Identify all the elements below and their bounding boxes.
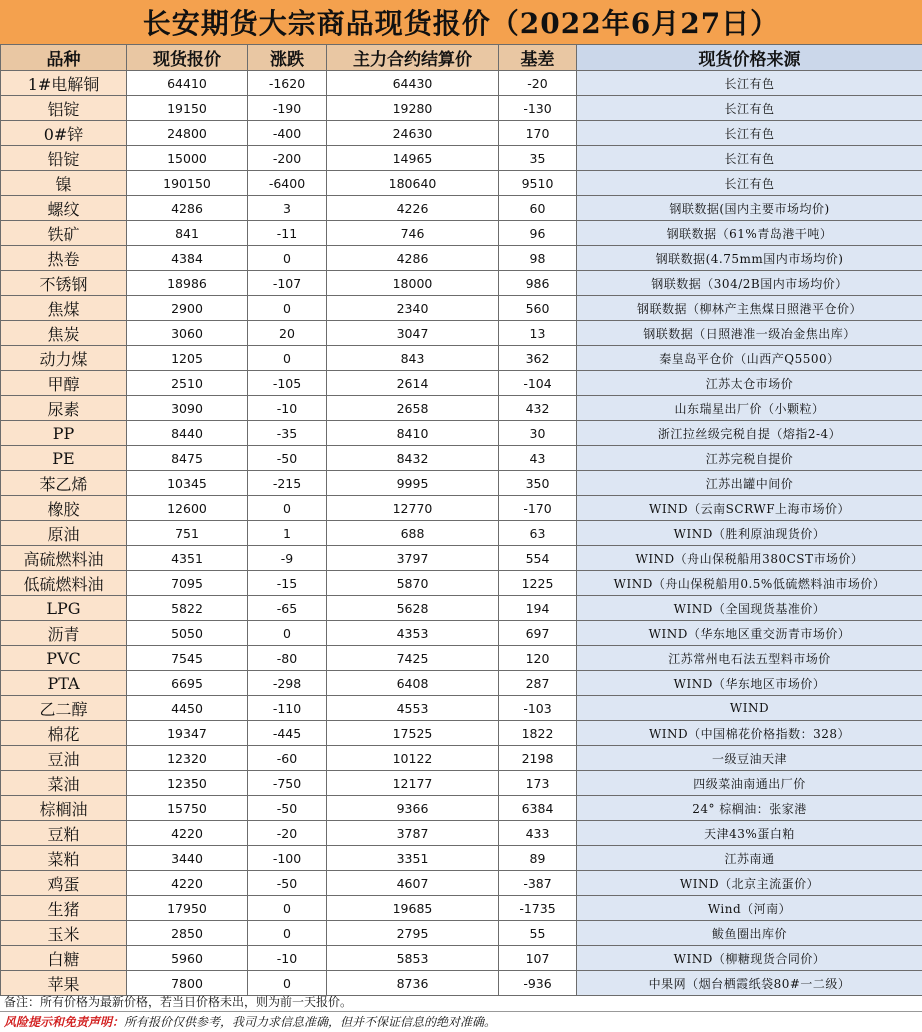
basis-cell: -387 (499, 871, 577, 896)
source-cell: 江苏完税自提价 (577, 446, 922, 471)
sheet-title: 长安期货大宗商品现货报价（2022年6月27日） (0, 0, 922, 45)
commodity-cell: 铅锭 (1, 146, 127, 171)
spot-price-cell: 64410 (127, 71, 248, 96)
footnote: 备注：所有价格为最新价格，若当日价格未出，则为前一天报价。 (0, 993, 922, 1012)
change-cell: 0 (248, 496, 327, 521)
source-cell: WIND（中国棉花价格指数：328） (577, 721, 922, 746)
commodity-cell: PVC (1, 646, 127, 671)
settlement-cell: 24630 (327, 121, 499, 146)
source-cell: 钢联数据(国内主要市场均价) (577, 196, 922, 221)
header-change: 涨跌 (248, 45, 327, 71)
spot-price-cell: 190150 (127, 171, 248, 196)
spot-price-cell: 4351 (127, 546, 248, 571)
spot-price-cell: 4450 (127, 696, 248, 721)
header-source: 现货价格来源 (577, 45, 922, 71)
commodity-cell: 菜粕 (1, 846, 127, 871)
settlement-cell: 64430 (327, 71, 499, 96)
change-cell: -60 (248, 746, 327, 771)
change-cell: -50 (248, 446, 327, 471)
settlement-cell: 2795 (327, 921, 499, 946)
source-cell: 钢联数据(4.75mm国内市场均价) (577, 246, 922, 271)
disclaimer (0, 1013, 922, 1032)
settlement-cell: 3351 (327, 846, 499, 871)
change-cell: -50 (248, 871, 327, 896)
settlement-cell: 2658 (327, 396, 499, 421)
spot-price-cell: 5822 (127, 596, 248, 621)
source-cell: 钢联数据（61%青岛港干吨） (577, 221, 922, 246)
change-cell: 0 (248, 621, 327, 646)
change-cell: 0 (248, 971, 327, 996)
source-cell: WIND（云南SCRWF上海市场价） (577, 496, 922, 521)
table-row (1, 71, 922, 96)
table-row (1, 396, 922, 421)
commodity-cell: 铁矿 (1, 221, 127, 246)
table-row (1, 621, 922, 646)
basis-cell: 98 (499, 246, 577, 271)
source-cell: 四级菜油南通出厂价 (577, 771, 922, 796)
settlement-cell: 9366 (327, 796, 499, 821)
spot-price-cell: 1205 (127, 346, 248, 371)
basis-cell: 30 (499, 421, 577, 446)
settlement-cell: 8736 (327, 971, 499, 996)
basis-cell: 6384 (499, 796, 577, 821)
spot-price-cell: 4384 (127, 246, 248, 271)
table-row (1, 546, 922, 571)
change-cell: -9 (248, 546, 327, 571)
source-cell: 中果网（烟台栖霞纸袋80#一二级） (577, 971, 922, 996)
spot-price-cell: 19347 (127, 721, 248, 746)
settlement-cell: 4607 (327, 871, 499, 896)
table-row (1, 671, 922, 696)
source-cell: WIND（舟山保税船用380CST市场价） (577, 546, 922, 571)
table-row (1, 421, 922, 446)
table-row (1, 571, 922, 596)
table-row (1, 171, 922, 196)
change-cell: -107 (248, 271, 327, 296)
table-row (1, 796, 922, 821)
basis-cell: 170 (499, 121, 577, 146)
spot-price-cell: 5960 (127, 946, 248, 971)
table-row (1, 871, 922, 896)
spot-price-cell: 15000 (127, 146, 248, 171)
basis-cell: 63 (499, 521, 577, 546)
basis-cell: 9510 (499, 171, 577, 196)
disclaimer-text: 所有报价仅供参考，我司力求信息准确，但并不保证信息的绝对准确。 (124, 1015, 497, 1029)
commodity-cell: 豆油 (1, 746, 127, 771)
source-cell: 钢联数据（日照港准一级冶金焦出库） (577, 321, 922, 346)
table-row (1, 271, 922, 296)
change-cell: 0 (248, 246, 327, 271)
table-row (1, 946, 922, 971)
commodity-cell: 鸡蛋 (1, 871, 127, 896)
settlement-cell: 5628 (327, 596, 499, 621)
table-row (1, 521, 922, 546)
commodity-cell: LPG (1, 596, 127, 621)
table-row (1, 971, 922, 996)
commodity-cell: 1#电解铜 (1, 71, 127, 96)
spot-price-cell: 6695 (127, 671, 248, 696)
table-row (1, 821, 922, 846)
basis-cell: -170 (499, 496, 577, 521)
spot-price-cell: 841 (127, 221, 248, 246)
basis-cell: -103 (499, 696, 577, 721)
spot-price-cell: 12600 (127, 496, 248, 521)
settlement-cell: 7425 (327, 646, 499, 671)
table-row (1, 346, 922, 371)
table-row (1, 121, 922, 146)
settlement-cell: 5870 (327, 571, 499, 596)
table-row (1, 596, 922, 621)
basis-cell: -936 (499, 971, 577, 996)
spot-price-cell: 4220 (127, 821, 248, 846)
basis-cell: 173 (499, 771, 577, 796)
commodity-cell: 沥青 (1, 621, 127, 646)
change-cell: -400 (248, 121, 327, 146)
spot-price-cell: 18986 (127, 271, 248, 296)
commodity-cell: 低硫燃料油 (1, 571, 127, 596)
spot-price-cell: 8440 (127, 421, 248, 446)
spot-price-cell: 12320 (127, 746, 248, 771)
header-spot-price: 现货报价 (127, 45, 248, 71)
settlement-cell: 4553 (327, 696, 499, 721)
commodity-cell: 乙二醇 (1, 696, 127, 721)
source-cell: Wind（河南） (577, 896, 922, 921)
spot-price-cell: 17950 (127, 896, 248, 921)
basis-cell: 560 (499, 296, 577, 321)
settlement-cell: 3047 (327, 321, 499, 346)
source-cell: WIND（胜利原油现货价） (577, 521, 922, 546)
commodity-cell: 热卷 (1, 246, 127, 271)
basis-cell: -130 (499, 96, 577, 121)
source-cell: WIND（全国现货基准价） (577, 596, 922, 621)
settlement-cell: 4286 (327, 246, 499, 271)
basis-cell: 432 (499, 396, 577, 421)
commodity-cell: 橡胶 (1, 496, 127, 521)
table-row (1, 446, 922, 471)
table-row (1, 771, 922, 796)
commodity-cell: 玉米 (1, 921, 127, 946)
disclaimer-lead: 风险提示和免责声明： (4, 1015, 125, 1029)
basis-cell: 697 (499, 621, 577, 646)
source-cell: WIND (577, 696, 922, 721)
spot-price-cell: 7545 (127, 646, 248, 671)
change-cell: -105 (248, 371, 327, 396)
basis-cell: 120 (499, 646, 577, 671)
change-cell: 1 (248, 521, 327, 546)
spot-price-cell: 7095 (127, 571, 248, 596)
change-cell: 0 (248, 896, 327, 921)
settlement-cell: 14965 (327, 146, 499, 171)
commodity-cell: 尿素 (1, 396, 127, 421)
change-cell: -1620 (248, 71, 327, 96)
table-row (1, 371, 922, 396)
source-cell: 山东瑞星出厂价（小颗粒） (577, 396, 922, 421)
source-cell: 长江有色 (577, 171, 922, 196)
change-cell: -215 (248, 471, 327, 496)
change-cell: -750 (248, 771, 327, 796)
change-cell: -50 (248, 796, 327, 821)
source-cell: 24° 棕榈油：张家港 (577, 796, 922, 821)
commodity-cell: 生猪 (1, 896, 127, 921)
spot-price-cell: 2900 (127, 296, 248, 321)
commodity-cell: PE (1, 446, 127, 471)
header-row (1, 45, 922, 71)
settlement-cell: 4353 (327, 621, 499, 646)
table-row (1, 896, 922, 921)
basis-cell: 287 (499, 671, 577, 696)
source-cell: 江苏出罐中间价 (577, 471, 922, 496)
spot-price-cell: 751 (127, 521, 248, 546)
source-cell: 长江有色 (577, 146, 922, 171)
commodity-cell: 棉花 (1, 721, 127, 746)
change-cell: 3 (248, 196, 327, 221)
basis-cell: 60 (499, 196, 577, 221)
source-cell: 一级豆油天津 (577, 746, 922, 771)
table-row (1, 146, 922, 171)
table-body (1, 71, 922, 996)
commodity-cell: 0#锌 (1, 121, 127, 146)
basis-cell: 1225 (499, 571, 577, 596)
basis-cell: 1822 (499, 721, 577, 746)
basis-cell: 55 (499, 921, 577, 946)
settlement-cell: 8410 (327, 421, 499, 446)
commodity-cell: 菜油 (1, 771, 127, 796)
table-row (1, 646, 922, 671)
basis-cell: -104 (499, 371, 577, 396)
basis-cell: -1735 (499, 896, 577, 921)
basis-cell: 362 (499, 346, 577, 371)
settlement-cell: 746 (327, 221, 499, 246)
change-cell: -80 (248, 646, 327, 671)
settlement-cell: 3797 (327, 546, 499, 571)
table-row (1, 296, 922, 321)
settlement-cell: 18000 (327, 271, 499, 296)
table-row (1, 96, 922, 121)
change-cell: 0 (248, 921, 327, 946)
spot-price-cell: 5050 (127, 621, 248, 646)
header-basis: 基差 (499, 45, 577, 71)
basis-cell: 2198 (499, 746, 577, 771)
basis-cell: 433 (499, 821, 577, 846)
settlement-cell: 180640 (327, 171, 499, 196)
change-cell: 0 (248, 296, 327, 321)
settlement-cell: 5853 (327, 946, 499, 971)
spot-price-cell: 24800 (127, 121, 248, 146)
commodity-cell: 镍 (1, 171, 127, 196)
settlement-cell: 2614 (327, 371, 499, 396)
commodity-cell: 棕榈油 (1, 796, 127, 821)
spot-price-cell: 2510 (127, 371, 248, 396)
source-cell: 江苏太仓市场价 (577, 371, 922, 396)
change-cell: -20 (248, 821, 327, 846)
source-cell: 秦皇岛平仓价（山西产Q5500） (577, 346, 922, 371)
source-cell: 天津43%蛋白粕 (577, 821, 922, 846)
settlement-cell: 2340 (327, 296, 499, 321)
table-row (1, 846, 922, 871)
basis-cell: 43 (499, 446, 577, 471)
settlement-cell: 17525 (327, 721, 499, 746)
source-cell: WIND（华东地区市场价） (577, 671, 922, 696)
basis-cell: 107 (499, 946, 577, 971)
settlement-cell: 19280 (327, 96, 499, 121)
source-cell: 江苏南通 (577, 846, 922, 871)
settlement-cell: 9995 (327, 471, 499, 496)
source-cell: 鲅鱼圈出库价 (577, 921, 922, 946)
commodity-cell: PTA (1, 671, 127, 696)
table-row (1, 221, 922, 246)
source-cell: WIND（北京主流蛋价） (577, 871, 922, 896)
source-cell: 长江有色 (577, 71, 922, 96)
basis-cell: 986 (499, 271, 577, 296)
change-cell: -200 (248, 146, 327, 171)
source-cell: WIND（华东地区重交沥青市场价） (577, 621, 922, 646)
change-cell: -190 (248, 96, 327, 121)
change-cell: -445 (248, 721, 327, 746)
commodity-cell: 原油 (1, 521, 127, 546)
source-cell: WIND（柳糖现货合同价） (577, 946, 922, 971)
change-cell: -10 (248, 946, 327, 971)
commodity-cell: 豆粕 (1, 821, 127, 846)
header-commodity: 品种 (1, 45, 127, 71)
commodity-cell: 螺纹 (1, 196, 127, 221)
table-row (1, 471, 922, 496)
table-row (1, 321, 922, 346)
settlement-cell: 19685 (327, 896, 499, 921)
change-cell: -298 (248, 671, 327, 696)
spot-price-cell: 15750 (127, 796, 248, 821)
settlement-cell: 10122 (327, 746, 499, 771)
settlement-cell: 12177 (327, 771, 499, 796)
settlement-cell: 6408 (327, 671, 499, 696)
spot-price-cell: 3440 (127, 846, 248, 871)
spot-price-cell: 12350 (127, 771, 248, 796)
table-row (1, 196, 922, 221)
header-settlement: 主力合约结算价 (327, 45, 499, 71)
change-cell: -15 (248, 571, 327, 596)
spot-price-cell: 7800 (127, 971, 248, 996)
commodity-cell: PP (1, 421, 127, 446)
settlement-cell: 8432 (327, 446, 499, 471)
basis-cell: 13 (499, 321, 577, 346)
basis-cell: 96 (499, 221, 577, 246)
table-row (1, 496, 922, 521)
change-cell: 20 (248, 321, 327, 346)
spot-price-cell: 4286 (127, 196, 248, 221)
commodity-cell: 焦炭 (1, 321, 127, 346)
basis-cell: -20 (499, 71, 577, 96)
spot-price-cell: 3090 (127, 396, 248, 421)
change-cell: -6400 (248, 171, 327, 196)
change-cell: -65 (248, 596, 327, 621)
source-cell: 江苏常州电石法五型料市场价 (577, 646, 922, 671)
spot-price-cell: 19150 (127, 96, 248, 121)
table-row (1, 246, 922, 271)
source-cell: 长江有色 (577, 121, 922, 146)
table-row (1, 721, 922, 746)
source-cell: 长江有色 (577, 96, 922, 121)
commodity-cell: 动力煤 (1, 346, 127, 371)
settlement-cell: 843 (327, 346, 499, 371)
source-cell: 钢联数据（柳林产主焦煤日照港平仓价） (577, 296, 922, 321)
commodity-cell: 苯乙烯 (1, 471, 127, 496)
basis-cell: 350 (499, 471, 577, 496)
commodity-cell: 高硫燃料油 (1, 546, 127, 571)
commodity-cell: 白糖 (1, 946, 127, 971)
change-cell: -11 (248, 221, 327, 246)
change-cell: -10 (248, 396, 327, 421)
basis-cell: 89 (499, 846, 577, 871)
spot-price-cell: 4220 (127, 871, 248, 896)
change-cell: -110 (248, 696, 327, 721)
settlement-cell: 688 (327, 521, 499, 546)
source-cell: 浙江拉丝级完税自提（熔指2-4） (577, 421, 922, 446)
table-row (1, 746, 922, 771)
settlement-cell: 3787 (327, 821, 499, 846)
source-cell: WIND（舟山保税船用0.5%低硫燃料油市场价） (577, 571, 922, 596)
spot-price-cell: 8475 (127, 446, 248, 471)
basis-cell: 194 (499, 596, 577, 621)
commodity-cell: 甲醇 (1, 371, 127, 396)
spot-price-cell: 10345 (127, 471, 248, 496)
table-row (1, 696, 922, 721)
commodity-cell: 不锈钢 (1, 271, 127, 296)
basis-cell: 35 (499, 146, 577, 171)
spot-price-cell: 3060 (127, 321, 248, 346)
change-cell: -35 (248, 421, 327, 446)
change-cell: -100 (248, 846, 327, 871)
basis-cell: 554 (499, 546, 577, 571)
spot-price-cell: 2850 (127, 921, 248, 946)
commodity-cell: 苹果 (1, 971, 127, 996)
settlement-cell: 4226 (327, 196, 499, 221)
price-table (0, 44, 922, 996)
change-cell: 0 (248, 346, 327, 371)
commodity-cell: 焦煤 (1, 296, 127, 321)
source-cell: 钢联数据（304/2B国内市场均价） (577, 271, 922, 296)
commodity-cell: 铝锭 (1, 96, 127, 121)
settlement-cell: 12770 (327, 496, 499, 521)
table-row (1, 921, 922, 946)
